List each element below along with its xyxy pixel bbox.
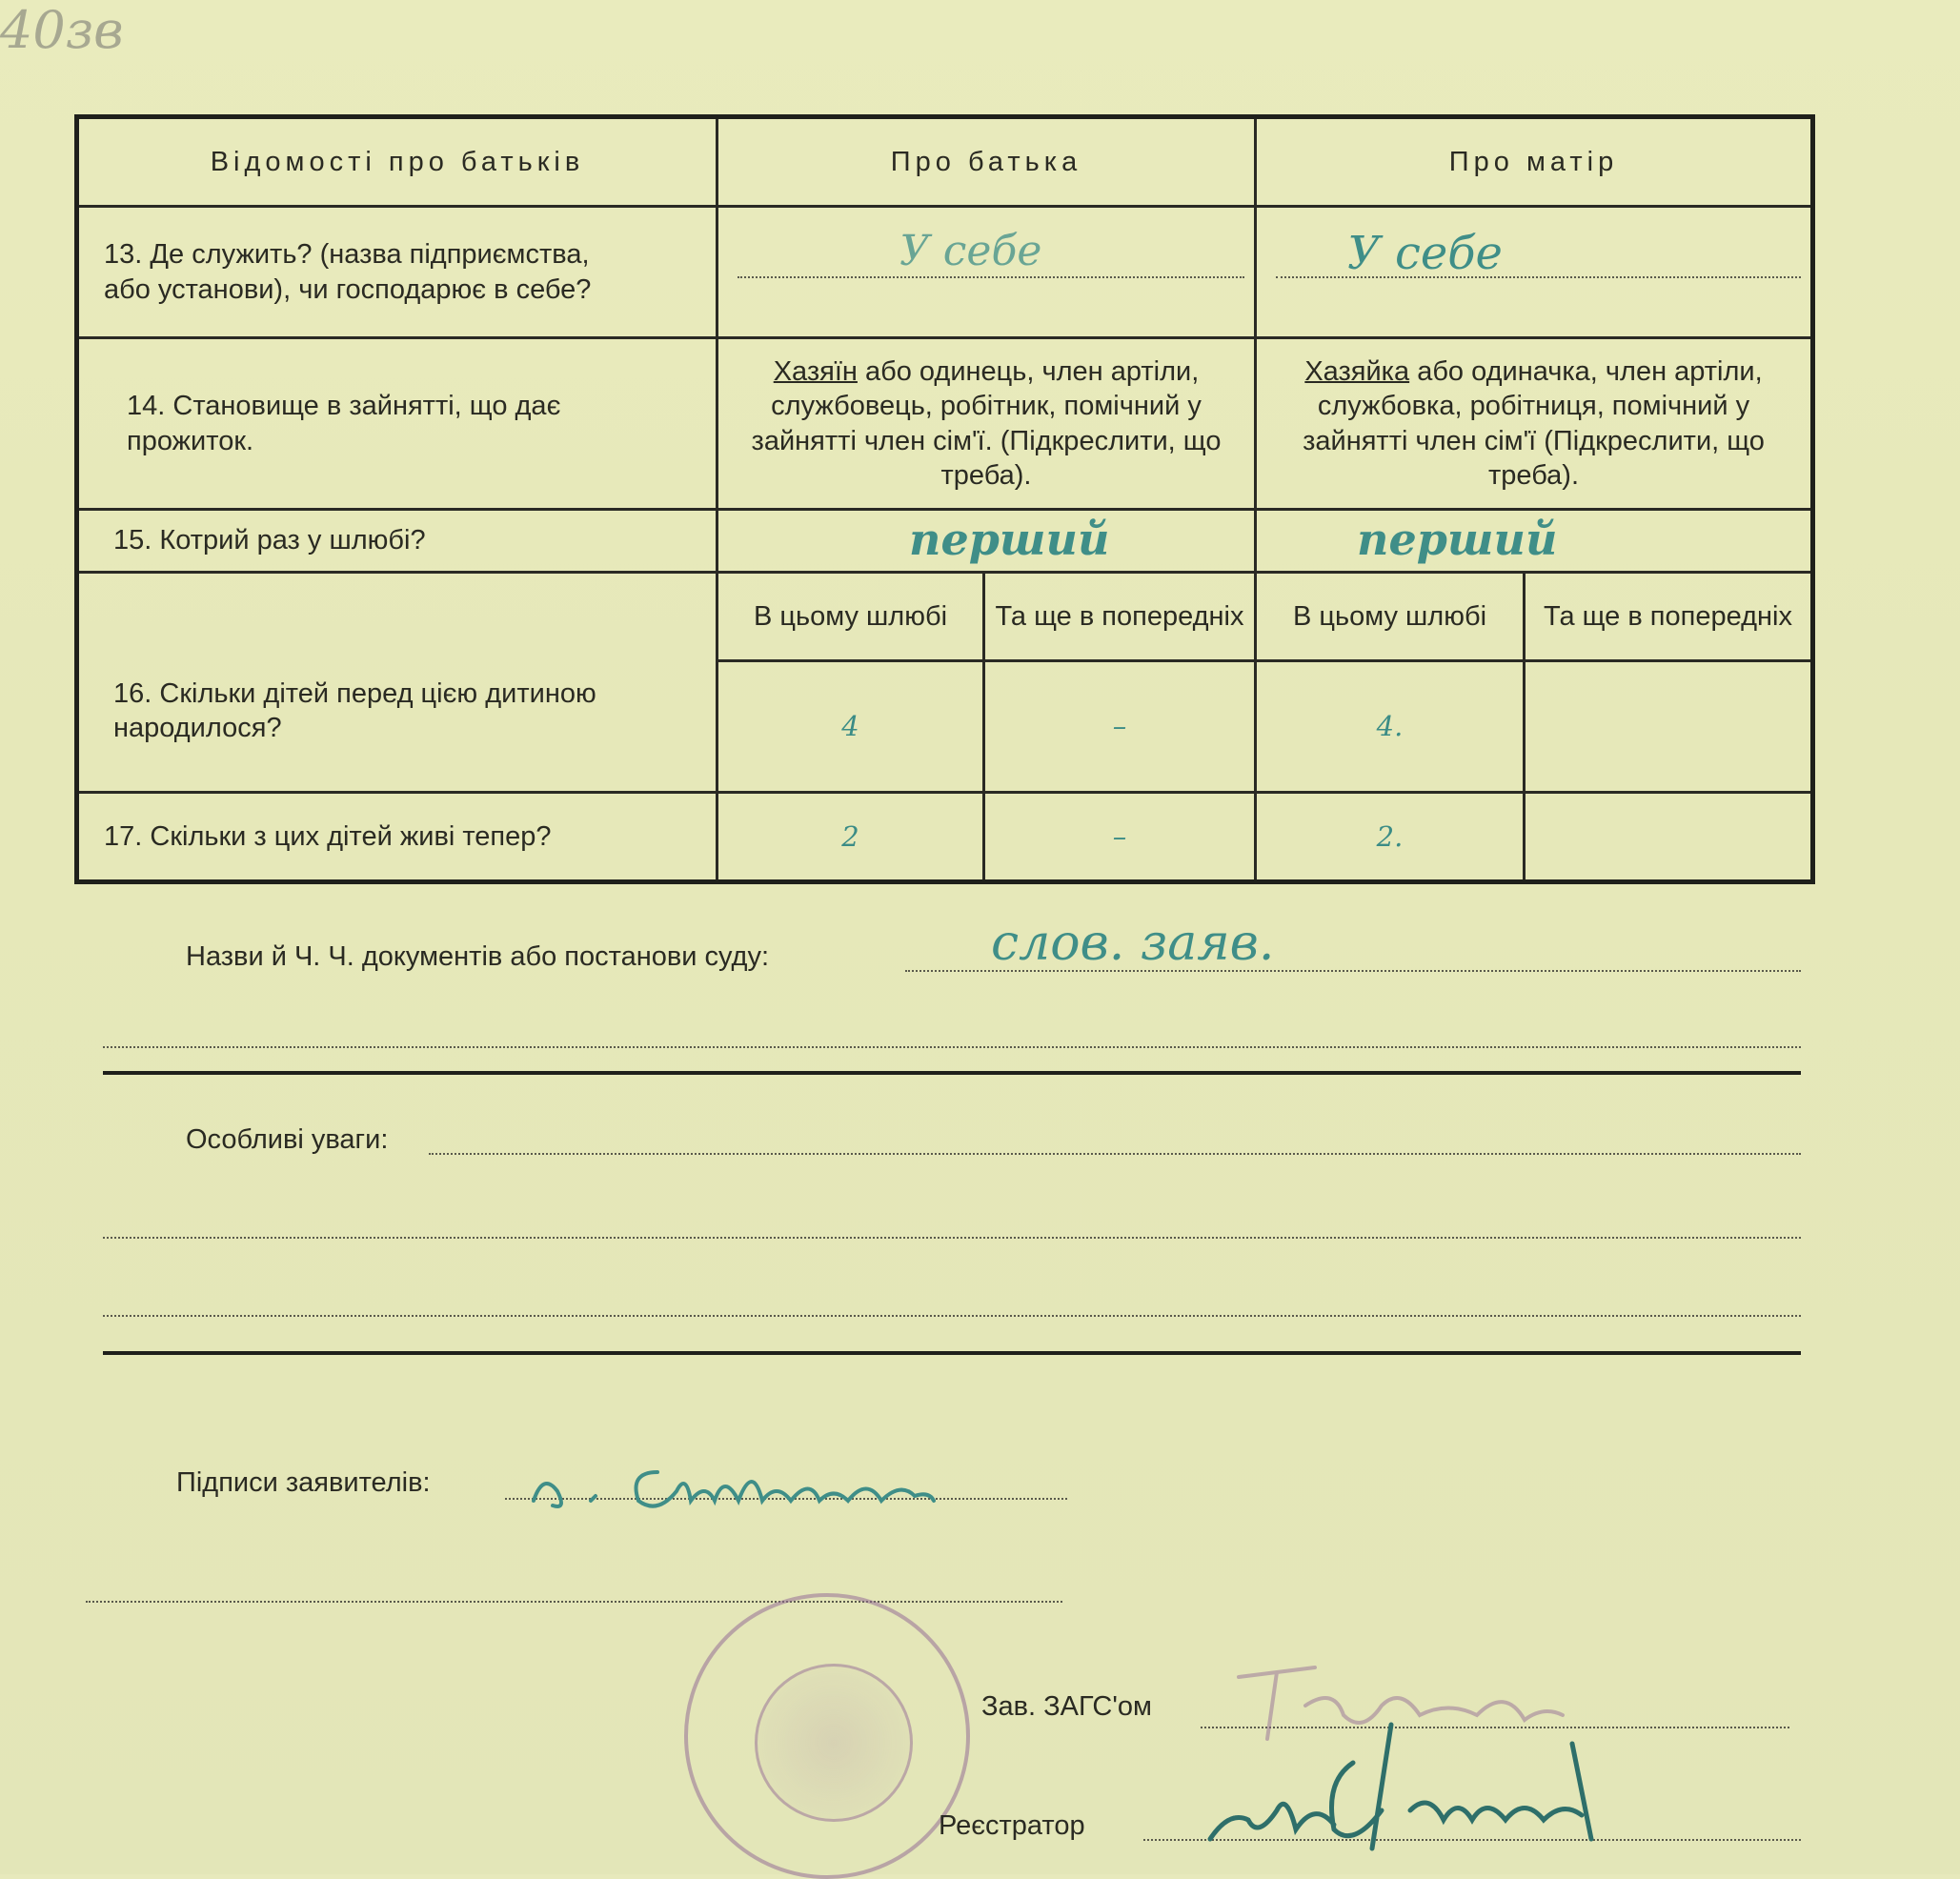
documents-value: слов. заяв. [991,915,1275,972]
documents-dotline-2 [103,1046,1801,1048]
question-14 [77,338,717,510]
q15-father-cell [717,510,1256,573]
subheader-father-previous: Та ще в попередніх [984,573,1256,661]
header-father: Про батька [717,117,1256,207]
official-seal [684,1593,970,1879]
table-row-q17 [77,793,1813,882]
header-parents-info: Відомості про батьків [77,117,717,207]
question-15-text: 15. Котрий раз у шлюбі? [113,525,426,556]
q16-mother-previous [1525,661,1813,793]
question-17-text: 17. Скільки з цих дітей живі тепер? [104,820,552,852]
applicant-signature [524,1434,981,1520]
applicants-label: Підписи заявителів: [176,1467,431,1498]
table-header-row [77,117,1813,207]
question-13 [77,207,717,338]
q17-father-previous: – [984,793,1256,882]
table-row-q14 [77,338,1813,510]
q13-mother-cell [1256,207,1813,338]
question-13-text: 13. Де служить? (назва підприємства, або установи), чи господарює в себе? [104,239,592,305]
subheader-mother-previous: Та ще в попередніх [1525,573,1813,661]
remarks-divider [103,1351,1801,1355]
remarks-dotline-3 [103,1315,1801,1317]
question-15 [77,510,717,573]
question-17 [77,793,717,882]
remarks-dotline-2 [103,1237,1801,1239]
table-row-q15 [77,510,1813,573]
official-seal-center [755,1664,913,1822]
q13-father-answer: У себе [899,227,1042,275]
registrar-signature [1191,1706,1648,1858]
subheader-father-this: В цьому шлюбі [717,573,984,661]
subheader-mother-this: В цьому шлюбі [1256,573,1525,661]
question-16-text: 16. Скільки дітей перед цією дитиною народилося? [113,677,596,743]
q17-mother-this: 2. [1256,793,1525,882]
q13-father-cell [717,207,1256,338]
q15-mother-cell [1256,510,1813,573]
remarks-dotline-1 [429,1153,1801,1155]
question-16 [77,573,717,793]
header-mother: Про матір [1256,117,1813,207]
q16-father-this: 4 [717,661,984,793]
applicants-dotline-2 [86,1601,1062,1603]
q16-mother-this: 4. [1256,661,1525,793]
documents-divider [103,1071,1801,1075]
zags-head-label: Зав. ЗАГС'ом [981,1691,1152,1722]
archive-note: 40зв [0,0,124,60]
table-row-q13 [77,207,1813,338]
table-row-q16-sub [77,573,1813,661]
q15-father-answer: перший [909,514,1110,565]
q14-father-selected: Хазяїн [773,356,858,387]
q14-mother-selected: Хазяйка [1304,356,1410,387]
q13-mother-answer: У себе [1347,227,1503,280]
q14-father-options [717,338,1256,510]
question-14-text: 14. Становище в зайнятті, що дає прожиток. [127,391,561,456]
q16-father-previous: – [984,661,1256,793]
q14-mother-options [1256,338,1813,510]
q17-father-this: 2 [717,793,984,882]
parents-info-table [74,114,1815,884]
q14-mother-options-rest: або одиначка, член артіли, службовка, робітниця, помічний у зайнятті член сім'ї (Підкреслити, що треба). [1303,356,1765,491]
remarks-label: Особливі уваги: [186,1124,389,1155]
q14-father-options-rest: або одинець, член артіли, службовець, робітник, помічний у зайнятті член сім'ї. (Підкреслити, що треба). [751,356,1222,491]
documents-label: Назви й Ч. Ч. документів або постанови суду: [186,941,770,972]
q17-mother-previous [1525,793,1813,882]
registrar-label: Реєстратор [939,1810,1085,1841]
q15-mother-answer: перший [1357,514,1558,565]
